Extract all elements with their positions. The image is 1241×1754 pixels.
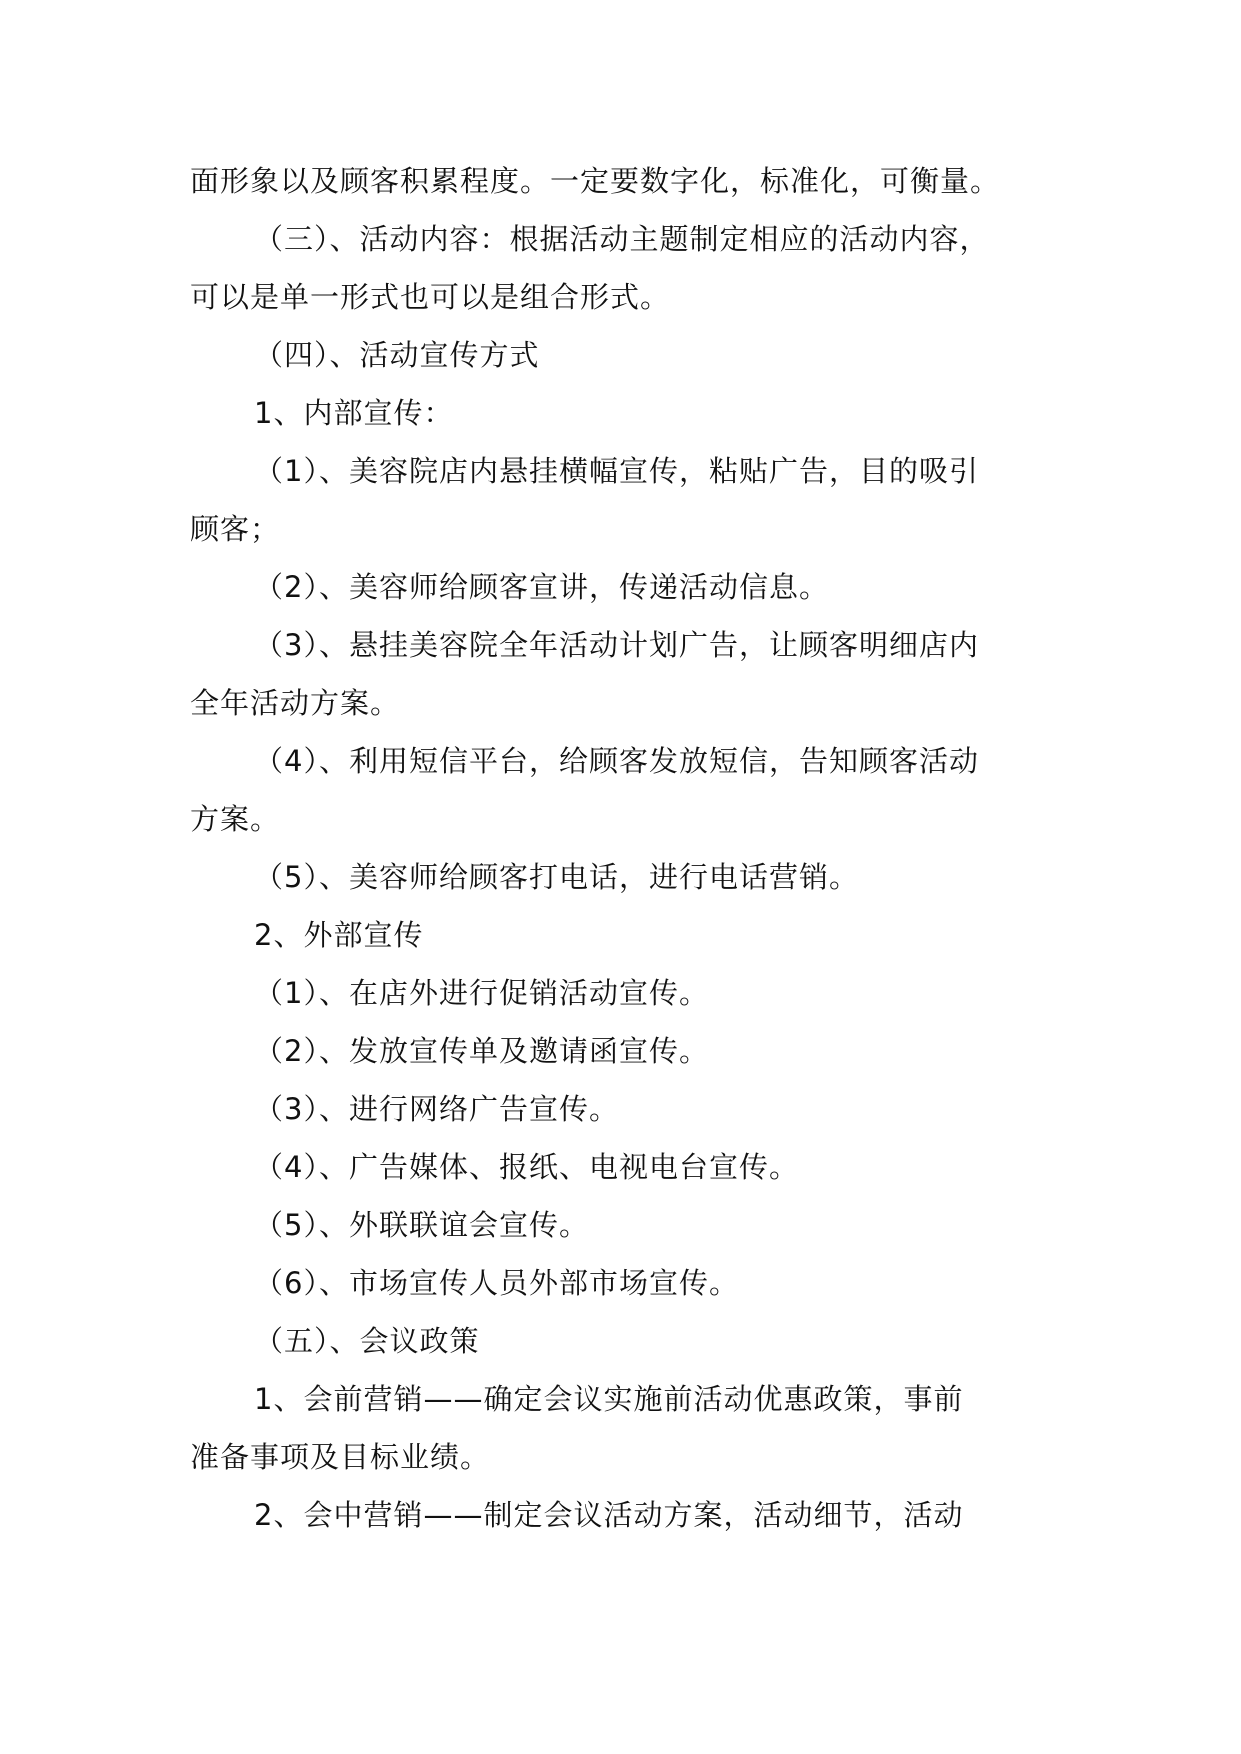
list-item: （1）、美容院店内悬挂横幅宣传，粘贴广告，目的吸引 — [254, 454, 979, 488]
subsection-heading: 2、外部宣传 — [254, 918, 424, 952]
list-item: （2）、发放宣传单及邀请函宣传。 — [254, 1034, 709, 1068]
text-line: 面形象以及顾客积累程度。一定要数字化，标准化，可衡量。 — [190, 164, 1001, 198]
list-item: （1）、在店外进行促销活动宣传。 — [254, 976, 709, 1010]
document-body — [190, 152, 1055, 1544]
list-item: （3）、进行网络广告宣传。 — [254, 1092, 619, 1126]
text-line: 可以是单一形式也可以是组合形式。 — [190, 280, 671, 314]
section-heading: （四）、活动宣传方式 — [254, 338, 540, 372]
list-item: （4）、利用短信平台，给顾客发放短信，告知顾客活动 — [254, 744, 979, 778]
section-heading: （三）、活动内容：根据活动主题制定相应的活动内容， — [254, 222, 990, 256]
list-item: （4）、广告媒体、报纸、电视电台宣传。 — [254, 1150, 799, 1184]
text-line: 方案。 — [190, 802, 281, 836]
list-item: （3）、悬挂美容院全年活动计划广告，让顾客明细店内 — [254, 628, 979, 662]
subsection-heading: 1、内部宣传： — [254, 396, 454, 430]
text-line: 顾客； — [190, 512, 281, 546]
list-item: （2）、美容师给顾客宣讲，传递活动信息。 — [254, 570, 829, 604]
text-line: 全年活动方案。 — [190, 686, 401, 720]
list-item: （6）、市场宣传人员外部市场宣传。 — [254, 1266, 739, 1300]
list-item: （5）、美容师给顾客打电话，进行电话营销。 — [254, 860, 859, 894]
list-item: 1、会前营销——确定会议实施前活动优惠政策，事前 — [254, 1382, 964, 1416]
section-heading: （五）、会议政策 — [254, 1324, 480, 1358]
list-item: 2、会中营销——制定会议活动方案，活动细节，活动 — [254, 1498, 964, 1532]
list-item: （5）、外联联谊会宣传。 — [254, 1208, 589, 1242]
text-line: 准备事项及目标业绩。 — [190, 1440, 491, 1474]
